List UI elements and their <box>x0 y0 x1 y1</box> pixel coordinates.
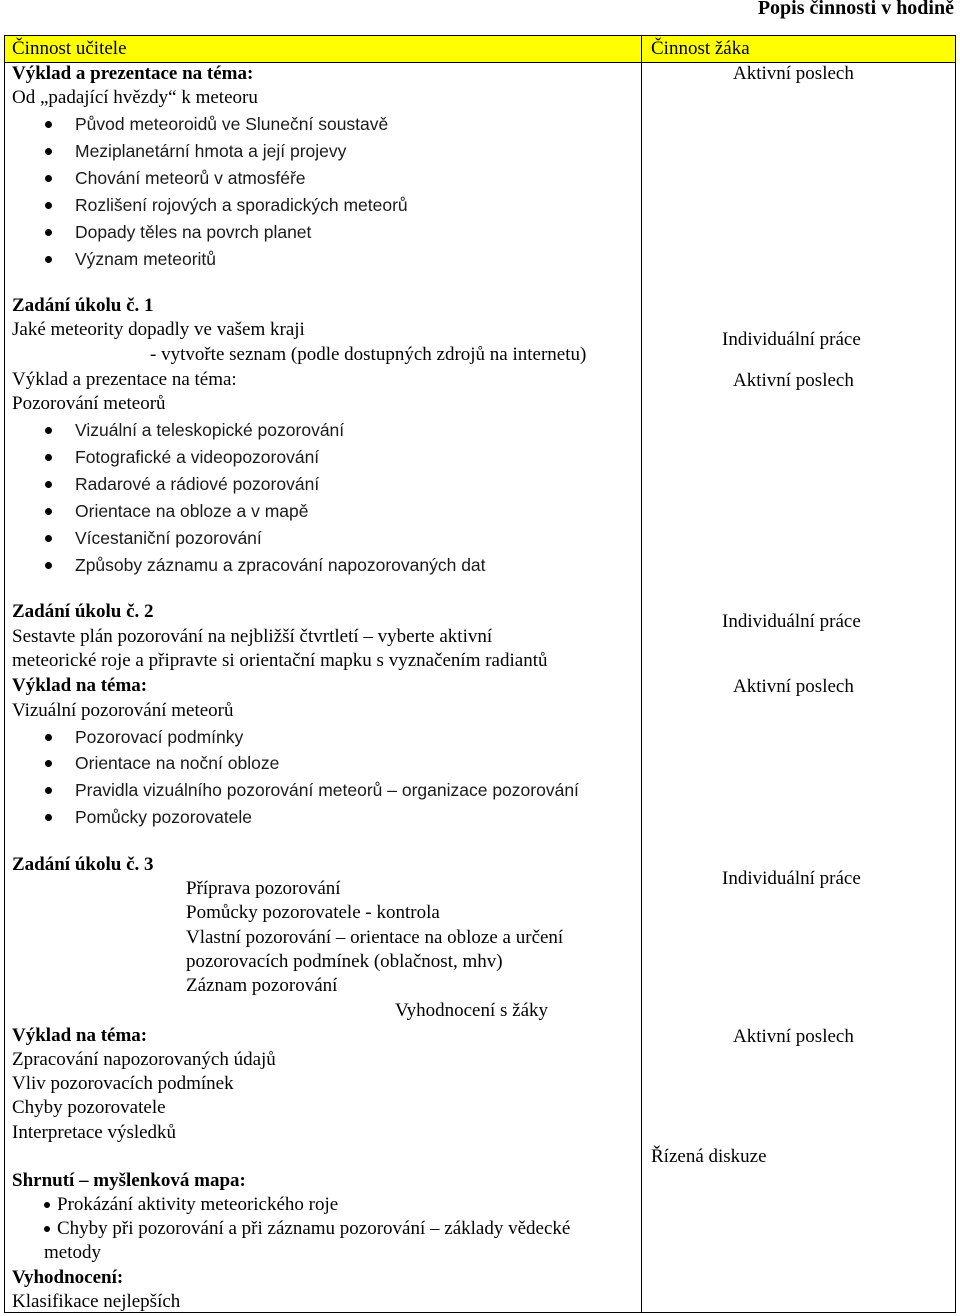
task3-line: pozorovacích podmínek (oblačnost, mhv) <box>186 951 503 972</box>
task1-title: Zadání úkolu č. 1 <box>12 295 154 316</box>
bullet-icon <box>45 121 52 128</box>
task1-line1: Jaké meteority dopadly ve vašem kraji <box>12 319 305 340</box>
block2-title: Výklad a prezentace na téma: <box>12 369 237 390</box>
header-student-activity: Činnost žáka <box>651 38 750 59</box>
task3-line: Záznam pozorování <box>186 975 338 996</box>
summary-item-continuation: metody <box>44 1242 101 1263</box>
bullet-icon <box>44 1202 50 1208</box>
bullet-icon <box>45 787 52 794</box>
block1-title: Výklad a prezentace na téma: <box>12 63 254 84</box>
block2-item: Fotografické a videopozorování <box>75 447 320 467</box>
block3-item: Orientace na noční obloze <box>75 753 280 773</box>
block2-item: Orientace na obloze a v mapě <box>75 501 309 521</box>
block4-line: Chyby pozorovatele <box>12 1097 166 1118</box>
block2-item: Vícestaniční pozorování <box>75 528 262 548</box>
column-divider <box>641 35 642 1313</box>
task3-line: Příprava pozorování <box>186 878 341 899</box>
bullet-icon <box>45 229 52 236</box>
evaluation-text: Klasifikace nejlepších <box>12 1291 181 1312</box>
block4-line: Interpretace výsledků <box>12 1122 177 1143</box>
task3-student-activity: Individuální práce <box>722 868 861 889</box>
summary-item: Prokázání aktivity meteorického roje <box>57 1194 339 1215</box>
block3-student-activity: Aktivní poslech <box>733 676 854 697</box>
bullet-icon <box>45 175 52 182</box>
task2-student-activity: Individuální práce <box>722 611 861 632</box>
task3-evaluation: Vyhodnocení s žáky <box>395 1000 549 1021</box>
block2-student-activity: Aktivní poslech <box>733 370 854 391</box>
block1-subtitle: Od „padající hvězdy“ k meteoru <box>12 87 258 108</box>
block1-item: Rozlišení rojových a sporadických meteorů <box>75 195 408 215</box>
block1-item: Chování meteorů v atmosféře <box>75 168 306 188</box>
task2-line2: meteorické roje a připravte si orientační mapku s vyznačením radiantů <box>12 650 548 671</box>
bullet-icon <box>45 481 52 488</box>
block2-item: Způsoby záznamu a zpracování napozorovaných dat <box>75 555 486 575</box>
header-teacher-activity: Činnost učitele <box>12 38 127 59</box>
bullet-icon <box>45 535 52 542</box>
task2-title: Zadání úkolu č. 2 <box>12 601 154 622</box>
bullet-icon <box>45 508 52 515</box>
block4-line: Zpracování napozorovaných údajů <box>12 1049 276 1070</box>
task3-title: Zadání úkolu č. 3 <box>12 854 154 875</box>
block1-item: Původ meteoroidů ve Sluneční soustavě <box>75 114 389 134</box>
block4-line: Vliv pozorovacích podmínek <box>12 1073 234 1094</box>
block3-item: Pozorovací podmínky <box>75 727 244 747</box>
evaluation-title: Vyhodnocení: <box>12 1267 124 1288</box>
task1-student-activity: Individuální práce <box>722 329 861 350</box>
block3-subtitle: Vizuální pozorování meteorů <box>12 700 234 721</box>
block3-item: Pravidla vizuálního pozorování meteorů – organizace pozorování <box>75 780 579 800</box>
block3-item: Pomůcky pozorovatele <box>75 807 253 827</box>
block2-subtitle: Pozorování meteorů <box>12 393 166 414</box>
task2-line1: Sestavte plán pozorování na nejbližší čtvrtletí – vyberte aktivní <box>12 626 493 647</box>
bullet-icon <box>45 427 52 434</box>
page-heading: Popis činnosti v hodině <box>757 0 954 19</box>
summary-item: Chyby při pozorování a při záznamu pozorování – základy vědecké <box>57 1218 571 1239</box>
summary-title: Shrnutí – myšlenková mapa: <box>12 1170 246 1191</box>
block2-item: Radarové a rádiové pozorování <box>75 474 320 494</box>
task3-line: Vlastní pozorování – orientace na obloze a určení <box>186 927 564 948</box>
summary-student-activity: Řízená diskuze <box>651 1146 767 1167</box>
task3-line: Pomůcky pozorovatele - kontrola <box>186 902 440 923</box>
bullet-icon <box>45 454 52 461</box>
block4-student-activity: Aktivní poslech <box>733 1026 854 1047</box>
bullet-icon <box>45 256 52 263</box>
block1-item: Význam meteoritů <box>75 249 217 269</box>
bullet-icon <box>45 148 52 155</box>
block1-item: Meziplanetární hmota a její projevy <box>75 141 347 161</box>
bullet-icon <box>44 1226 50 1232</box>
block4-title: Výklad na téma: <box>12 1025 148 1046</box>
block2-item: Vizuální a teleskopické pozorování <box>75 420 345 440</box>
task1-line2: - vytvořte seznam (podle dostupných zdrojů na internetu) <box>150 344 587 365</box>
block1-item: Dopady těles na povrch planet <box>75 222 312 242</box>
bullet-icon <box>45 734 52 741</box>
bullet-icon <box>45 814 52 821</box>
bullet-icon <box>45 202 52 209</box>
block3-title: Výklad na téma: <box>12 675 148 696</box>
bullet-icon <box>45 562 52 569</box>
block1-student-activity: Aktivní poslech <box>733 63 854 84</box>
bullet-icon <box>45 760 52 767</box>
